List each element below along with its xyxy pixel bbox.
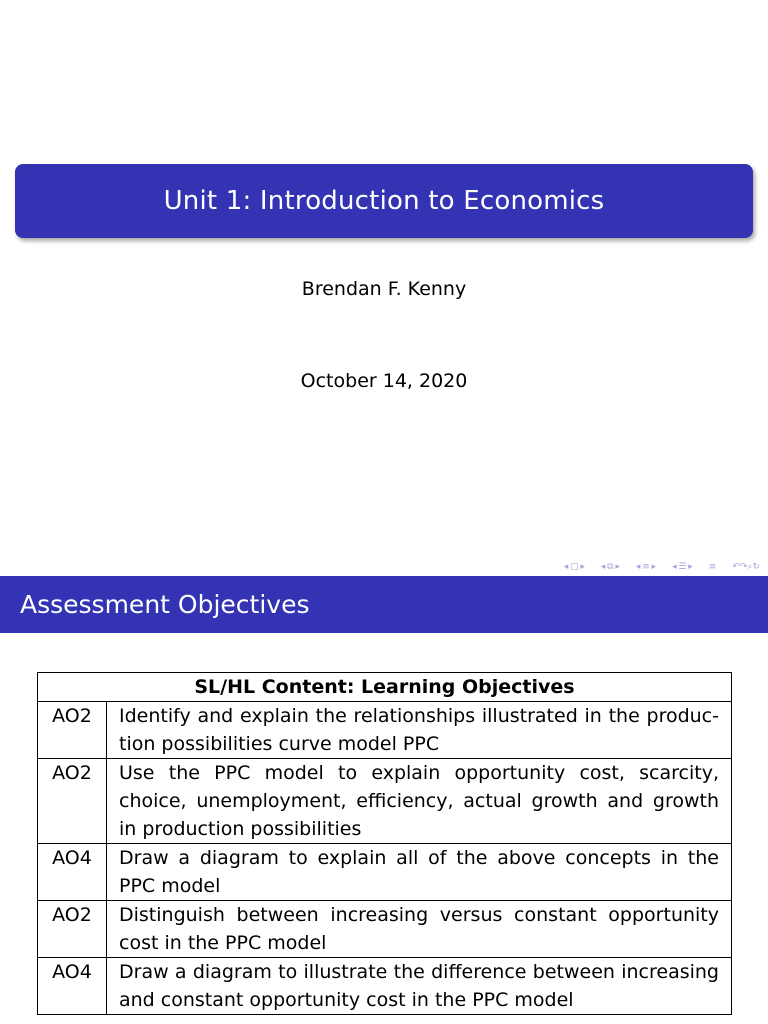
objective-text: Distinguish between increasing versus constant opportunity cost in the PPC model — [107, 901, 732, 958]
objective-code: AO4 — [38, 844, 107, 901]
frame-title: Assessment Objectives — [20, 590, 310, 619]
table-row — [38, 958, 732, 1015]
objective-code: AO2 — [38, 901, 107, 958]
objective-text: Use the PPC model to explain opportunity cost, scarcity, choice, unemployment, efficiency, actual growth and growth in production possibilities — [107, 759, 732, 844]
nav-align-icon[interactable]: ≡ — [708, 562, 717, 572]
table-row — [38, 901, 732, 958]
objective-code: AO2 — [38, 702, 107, 759]
objective-text: Draw a diagram to illustrate the difference between increasing and constant opportunity cost in the PPC model — [107, 958, 732, 1015]
objective-text: Identify and explain the relationships illustrated in the produc-​tion possibilities curve model PPC — [107, 702, 732, 759]
title-banner — [15, 164, 753, 238]
objectives-slide — [0, 576, 768, 1024]
nav-subsection-icon[interactable]: ◂ ⧉ ▸ — [600, 562, 620, 572]
nav-section-icon[interactable]: ◂ ≡ ▸ — [635, 562, 657, 572]
objective-text: Draw a diagram to explain all of the above concepts in the PPC model — [107, 844, 732, 901]
table-row — [38, 844, 732, 901]
presentation-date: October 14, 2020 — [300, 370, 468, 392]
author-name: Brendan F. Kenny — [301, 278, 467, 300]
objective-code: AO2 — [38, 759, 107, 844]
frame-title-bar — [0, 576, 768, 633]
table-row — [38, 759, 732, 844]
presentation-title: Unit 1: Introduction to Economics — [163, 186, 605, 216]
objective-code: AO4 — [38, 958, 107, 1015]
table-header: SL/HL Content: Learning Objectives — [38, 673, 732, 702]
nav-search-icon[interactable]: ↶↷⌕↻ — [732, 562, 760, 572]
objectives-table — [37, 672, 732, 1015]
nav-frame-icon[interactable]: ◂ □ ▸ — [563, 562, 585, 572]
nav-document-icon[interactable]: ◂ ☰ ▸ — [672, 562, 693, 572]
table-row — [38, 702, 732, 759]
beamer-navigation-bar — [562, 561, 762, 573]
